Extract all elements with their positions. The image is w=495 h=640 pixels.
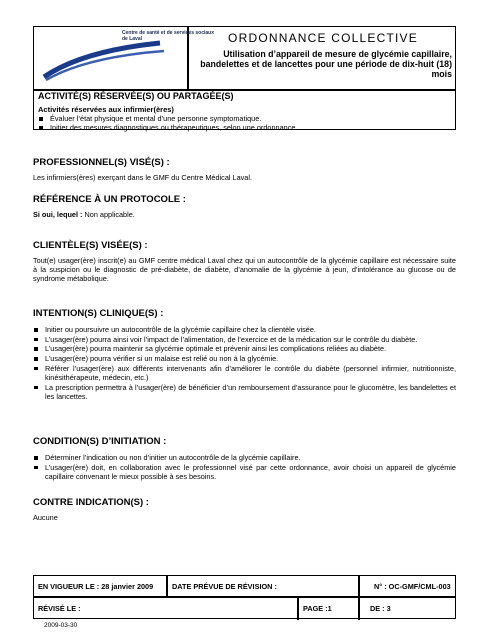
section-professionnels <box>33 157 456 182</box>
reference-value: Non applicable. <box>84 210 135 219</box>
section-heading: CONTRE INDICATION(S) : <box>33 497 149 508</box>
activity-heading: ACTIVITÉ(S) RÉSERVÉE(S) OU PARTAGÉE(S) <box>38 91 234 101</box>
section-clientele <box>33 240 456 284</box>
list-item: L’usager(ère) pourra maintenir sa glycémie optimale et prévenir ainsi les complications reliées au diabète. <box>33 344 456 353</box>
list-item: Initier ou poursuivre un autocontrôle de la glycémie capillaire chez la clientèle visée. <box>33 325 456 334</box>
header-box <box>33 26 456 130</box>
revised-label: RÉVISÉ LE : <box>38 604 81 613</box>
logo-text: Centre de santé et de services sociaux de Laval <box>122 30 214 42</box>
list-item: L’usager(ère) doit, en collaboration avec le professionnel visé par cette ordonnance, avoir choisi un appareil de glycémie capillaire convenant le mieux possible à ses besoins. <box>33 463 456 481</box>
list-item: Déterminer l’indication ou non d’initier un autocontrôle de la glycémie capillaire. <box>33 453 456 462</box>
section-heading: CONDITION(S) D’INITIATION : <box>33 436 167 447</box>
page-total: DE : 3 <box>370 604 391 613</box>
effective-date: EN VIGUEUR LE : 28 janvier 2009 <box>38 582 154 591</box>
intention-list <box>33 325 456 401</box>
section-heading: CLIENTÈLE(S) VISÉE(S) : <box>33 240 148 251</box>
list-item: L’usager(ère) pourra vérifier si un malaise est relié ou non à la glycémie. <box>33 354 456 363</box>
activity-list <box>38 114 295 132</box>
section-heading: INTENTION(S) CLINIQUE(S) : <box>33 308 164 319</box>
document-subtitle: Utilisation d’appareil de mesure de glycémie capillaire, bandelettes et de lancettes pour une période de dix-huit (18) mois <box>200 49 452 80</box>
list-item: Évaluer l’état physique et mental d’une personne symptomatique. <box>38 114 295 123</box>
section-heading: RÉFÉRENCE À UN PROTOCOLE : <box>33 194 186 205</box>
page-number: PAGE :1 <box>303 604 332 613</box>
section-intention <box>33 308 456 402</box>
reference-label: Si oui, lequel : <box>33 210 83 219</box>
document-title: ORDONNANCE COLLECTIVE <box>228 31 418 45</box>
section-contre <box>33 497 456 522</box>
section-heading: PROFESSIONNEL(S) VISÉ(S) : <box>33 157 170 168</box>
section-text: Les infirmiers(ères) exerçant dans le GMF du Centre Médical Laval. <box>33 173 252 182</box>
condition-list <box>33 453 456 481</box>
list-item: Référer l’usager(ère) aux différents intervenants afin d’améliorer le contrôle du diabète (personnel infirmier, nutritionniste, kinésithérapeute, médecin, etc.) <box>33 364 456 382</box>
print-date: 2009-03-30 <box>44 622 78 629</box>
section-condition <box>33 436 456 482</box>
activity-subheading: Activités réservées aux infirmier(ères) <box>38 105 174 114</box>
footer-box <box>33 575 456 619</box>
section-text: Aucune <box>33 513 58 522</box>
revision-date-label: DATE PRÉVUE DE RÉVISION : <box>172 582 277 591</box>
section-text: Tout(e) usager(ère) inscrit(e) au GMF centre médical Laval chez qui un autocontrôle de la glycémie capillaire est nécessaire suite à la suspicion ou le diagnostic de pré-diabète, de diabète, d’anomalie de la glycémie à jeun, d’intolérance au glucose ou de syndrome métabolique. <box>33 256 456 284</box>
list-item: Initier des mesures diagnostiques ou thérapeutiques, selon une ordonnance <box>38 123 295 132</box>
section-reference <box>33 194 456 219</box>
list-item: La prescription permettra à l’usager(ère) de bénéficier d’un remboursement d’assurance pour le glucomètre, les bandelettes et les lancettes. <box>33 383 456 401</box>
list-item: L’usager(ère) pourra ainsi voir l’impact de l’alimentation, de l’exercice et de la médication sur le contrôle du diabète. <box>33 335 456 344</box>
document-number: N° : OC-GMF/CML-003 <box>374 582 451 591</box>
